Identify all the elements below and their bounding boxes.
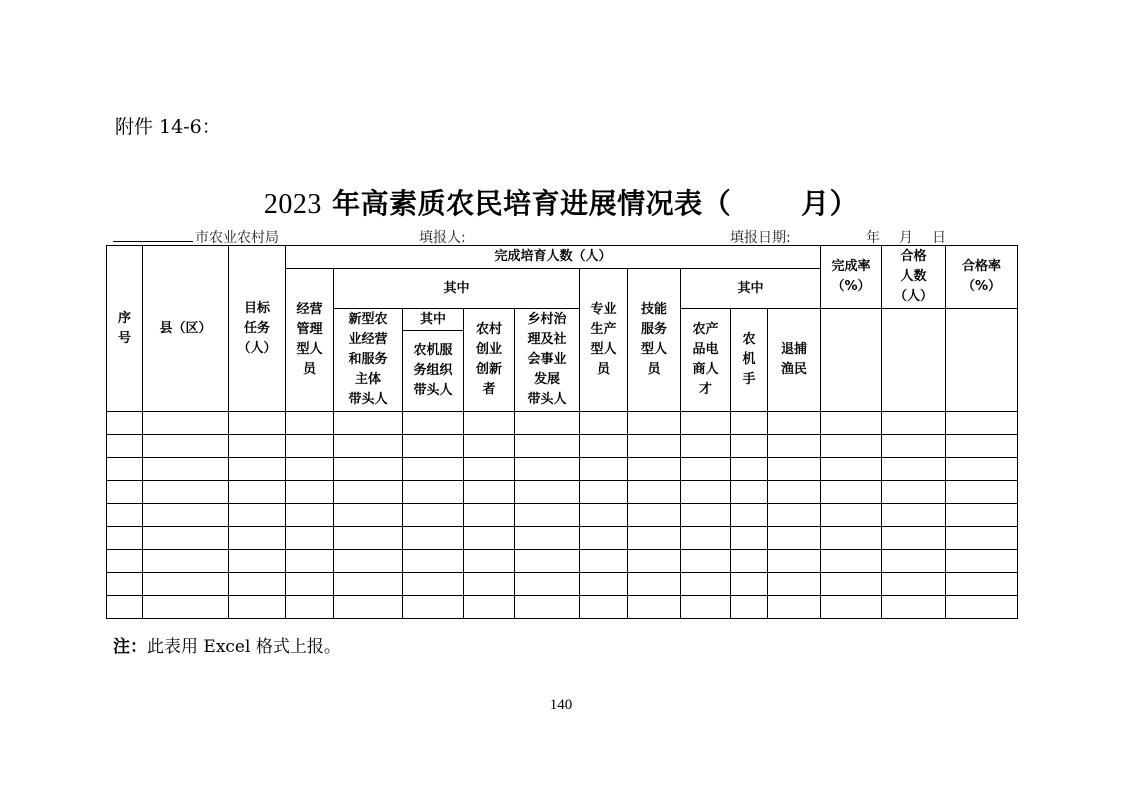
table-cell[interactable] <box>580 596 628 619</box>
table-cell[interactable] <box>229 527 286 550</box>
table-cell[interactable] <box>628 527 681 550</box>
table-cell[interactable] <box>882 412 946 435</box>
table-cell[interactable] <box>143 458 229 481</box>
table-cell[interactable] <box>515 412 580 435</box>
header-rural-gov-leader: 乡村治 理及社 会事业 发展 带头人 <box>515 309 580 412</box>
table-cell[interactable] <box>946 596 1018 619</box>
table-cell[interactable] <box>403 573 464 596</box>
table-cell[interactable] <box>286 527 334 550</box>
table-cell[interactable] <box>768 527 821 550</box>
header-qualified-count: 合格 人数 （人） <box>882 246 946 309</box>
table-cell[interactable] <box>464 527 515 550</box>
table-cell[interactable] <box>334 527 403 550</box>
table-cell[interactable] <box>107 596 143 619</box>
header-qualified-count-blank <box>882 309 946 412</box>
table-cell[interactable] <box>821 573 882 596</box>
table-cell[interactable] <box>580 504 628 527</box>
page-title <box>0 182 1122 222</box>
table-cell[interactable] <box>403 550 464 573</box>
table-row <box>107 481 1018 504</box>
table-cell[interactable] <box>628 550 681 573</box>
title-year: 2023 <box>263 189 322 220</box>
table-cell[interactable] <box>768 412 821 435</box>
date-day-label: 日 <box>932 230 946 246</box>
progress-table <box>106 245 1018 619</box>
table-cell[interactable] <box>821 550 882 573</box>
footnote-prefix: 注： <box>113 637 147 657</box>
table-cell[interactable] <box>107 481 143 504</box>
table-row <box>107 550 1018 573</box>
table-cell[interactable] <box>143 481 229 504</box>
title-month-suffix: 月） <box>801 187 859 220</box>
table-cell[interactable] <box>946 458 1018 481</box>
table-cell[interactable] <box>580 435 628 458</box>
table-cell[interactable] <box>580 527 628 550</box>
table-cell[interactable] <box>731 573 768 596</box>
table-cell[interactable] <box>882 435 946 458</box>
table-cell[interactable] <box>731 504 768 527</box>
table-cell[interactable] <box>286 412 334 435</box>
table-cell[interactable] <box>107 573 143 596</box>
table-cell[interactable] <box>768 458 821 481</box>
table-cell[interactable] <box>464 481 515 504</box>
header-agri-machine-leader: 农机服 务组织 带头人 <box>403 331 464 412</box>
table-cell[interactable] <box>580 458 628 481</box>
table-cell[interactable] <box>768 504 821 527</box>
table-cell[interactable] <box>628 573 681 596</box>
table-cell[interactable] <box>107 435 143 458</box>
header-management: 经营 管理 型人 员 <box>286 269 334 412</box>
table-cell[interactable] <box>681 550 731 573</box>
table-row <box>107 504 1018 527</box>
header-production: 专业 生产 型人 员 <box>580 269 628 412</box>
table-cell[interactable] <box>946 527 1018 550</box>
table-cell[interactable] <box>580 550 628 573</box>
header-qizhong-a: 其中 <box>334 269 580 309</box>
table-cell[interactable] <box>229 458 286 481</box>
table-cell[interactable] <box>403 527 464 550</box>
header-target: 目标 任务 （人） <box>229 246 286 412</box>
table-cell[interactable] <box>821 504 882 527</box>
header-machine-operator: 农 机 手 <box>731 309 768 412</box>
table-cell[interactable] <box>229 504 286 527</box>
table-cell[interactable] <box>143 435 229 458</box>
table-cell[interactable] <box>464 458 515 481</box>
header-qizhong-c: 其中 <box>681 269 821 309</box>
table-row <box>107 573 1018 596</box>
table-cell[interactable] <box>334 412 403 435</box>
header-completion-rate-blank <box>821 309 882 412</box>
table-cell[interactable] <box>731 550 768 573</box>
table-cell[interactable] <box>515 550 580 573</box>
table-cell[interactable] <box>731 412 768 435</box>
table-cell[interactable] <box>143 573 229 596</box>
table-cell[interactable] <box>143 527 229 550</box>
header-skill-service: 技能 服务 型人 员 <box>628 269 681 412</box>
table-cell[interactable] <box>681 573 731 596</box>
table-cell[interactable] <box>882 504 946 527</box>
table-cell[interactable] <box>286 550 334 573</box>
table-row <box>107 596 1018 619</box>
table-cell[interactable] <box>515 458 580 481</box>
table-cell[interactable] <box>286 596 334 619</box>
bureau-label: 市农业农村局 <box>195 230 279 246</box>
table-cell[interactable] <box>403 435 464 458</box>
header-ecommerce: 农产 品电 商人 才 <box>681 309 731 412</box>
table-cell[interactable] <box>946 435 1018 458</box>
header-county: 县（区） <box>143 246 229 412</box>
table-cell[interactable] <box>580 412 628 435</box>
table-cell[interactable] <box>681 504 731 527</box>
table-cell[interactable] <box>681 527 731 550</box>
header-completed-total: 完成培育人数（人） <box>286 246 821 269</box>
table-cell[interactable] <box>515 527 580 550</box>
table-cell[interactable] <box>628 412 681 435</box>
header-new-leader: 新型农 业经营 和服务 主体 带头人 <box>334 309 403 412</box>
table-cell[interactable] <box>681 596 731 619</box>
table-body <box>107 412 1018 619</box>
table-cell[interactable] <box>334 435 403 458</box>
table-cell[interactable] <box>580 481 628 504</box>
header-qualified-rate-blank <box>946 309 1018 412</box>
table-row <box>107 527 1018 550</box>
table-cell[interactable] <box>628 504 681 527</box>
table-cell[interactable] <box>464 573 515 596</box>
table-cell[interactable] <box>334 458 403 481</box>
attachment-label: 附件 14-6： <box>115 116 221 138</box>
table-cell[interactable] <box>229 412 286 435</box>
table-cell[interactable] <box>334 550 403 573</box>
table-cell[interactable] <box>403 412 464 435</box>
table-cell[interactable] <box>143 412 229 435</box>
table-cell[interactable] <box>821 458 882 481</box>
table-cell[interactable] <box>143 550 229 573</box>
footnote <box>113 632 341 657</box>
table-cell[interactable] <box>515 481 580 504</box>
table-cell[interactable] <box>107 504 143 527</box>
footnote-text: 此表用 Excel 格式上报。 <box>147 637 341 657</box>
table-cell[interactable] <box>628 435 681 458</box>
table-cell[interactable] <box>515 596 580 619</box>
table-cell[interactable] <box>403 458 464 481</box>
table-cell[interactable] <box>768 550 821 573</box>
table-cell[interactable] <box>515 573 580 596</box>
date-label: 填报日期: <box>730 230 791 246</box>
header-seq: 序 号 <box>107 246 143 412</box>
table-row <box>107 435 1018 458</box>
table-cell[interactable] <box>882 527 946 550</box>
table-cell[interactable] <box>334 481 403 504</box>
table-cell[interactable] <box>946 504 1018 527</box>
table-cell[interactable] <box>946 550 1018 573</box>
table-cell[interactable] <box>334 504 403 527</box>
fill-info-line <box>113 225 963 247</box>
table-cell[interactable] <box>229 481 286 504</box>
table-cell[interactable] <box>882 596 946 619</box>
table-cell[interactable] <box>334 596 403 619</box>
header-retired-fisherman: 退捕 渔民 <box>768 309 821 412</box>
date-month-label: 月 <box>899 230 913 246</box>
table-row <box>107 412 1018 435</box>
table-cell[interactable] <box>821 596 882 619</box>
table-cell[interactable] <box>464 596 515 619</box>
table-cell[interactable] <box>107 458 143 481</box>
header-qizhong-b: 其中 <box>403 309 464 331</box>
table-cell[interactable] <box>403 481 464 504</box>
table-cell[interactable] <box>731 596 768 619</box>
header-qualified-rate: 合格率 （%） <box>946 246 1018 309</box>
table-cell[interactable] <box>628 596 681 619</box>
title-main: 年高素质农民培育进展情况表（ <box>321 187 732 220</box>
table-cell[interactable] <box>821 412 882 435</box>
table-cell[interactable] <box>882 573 946 596</box>
table-row <box>107 458 1018 481</box>
table-cell[interactable] <box>731 458 768 481</box>
table-cell[interactable] <box>286 435 334 458</box>
table-cell[interactable] <box>143 504 229 527</box>
table-cell[interactable] <box>286 481 334 504</box>
table-cell[interactable] <box>107 527 143 550</box>
table-cell[interactable] <box>821 435 882 458</box>
table-cell[interactable] <box>229 596 286 619</box>
header-rural-innovator: 农村 创业 创新 者 <box>464 309 515 412</box>
table-cell[interactable] <box>515 504 580 527</box>
table-cell[interactable] <box>681 412 731 435</box>
table-cell[interactable] <box>882 481 946 504</box>
table-cell[interactable] <box>229 573 286 596</box>
table-cell[interactable] <box>107 550 143 573</box>
table-cell[interactable] <box>580 573 628 596</box>
table-cell[interactable] <box>464 412 515 435</box>
table-cell[interactable] <box>821 527 882 550</box>
table-cell[interactable] <box>731 435 768 458</box>
date-year-label: 年 <box>866 230 880 246</box>
table-cell[interactable] <box>681 458 731 481</box>
table-cell[interactable] <box>821 481 882 504</box>
table-cell[interactable] <box>628 481 681 504</box>
table-cell[interactable] <box>768 596 821 619</box>
table-cell[interactable] <box>515 435 580 458</box>
table-cell[interactable] <box>946 573 1018 596</box>
table-cell[interactable] <box>464 435 515 458</box>
table-cell[interactable] <box>464 504 515 527</box>
page-number: 140 <box>549 697 573 713</box>
filler-label: 填报人: <box>419 230 466 246</box>
city-blank-field[interactable] <box>113 241 193 242</box>
table-cell[interactable] <box>334 573 403 596</box>
table-cell[interactable] <box>768 481 821 504</box>
table-cell[interactable] <box>143 596 229 619</box>
table-cell[interactable] <box>946 481 1018 504</box>
table-cell[interactable] <box>681 481 731 504</box>
header-completion-rate: 完成率 （%） <box>821 246 882 309</box>
table-cell[interactable] <box>681 435 731 458</box>
table-cell[interactable] <box>628 458 681 481</box>
table-cell[interactable] <box>768 573 821 596</box>
table-cell[interactable] <box>464 550 515 573</box>
table-cell[interactable] <box>286 573 334 596</box>
table-cell[interactable] <box>107 412 143 435</box>
table-cell[interactable] <box>403 596 464 619</box>
table-cell[interactable] <box>286 458 334 481</box>
table-cell[interactable] <box>229 435 286 458</box>
table-cell[interactable] <box>768 435 821 458</box>
table-cell[interactable] <box>882 550 946 573</box>
table-cell[interactable] <box>229 550 286 573</box>
table-cell[interactable] <box>882 458 946 481</box>
table-cell[interactable] <box>731 481 768 504</box>
table-cell[interactable] <box>286 504 334 527</box>
table-cell[interactable] <box>403 504 464 527</box>
table-cell[interactable] <box>946 412 1018 435</box>
table-cell[interactable] <box>731 527 768 550</box>
